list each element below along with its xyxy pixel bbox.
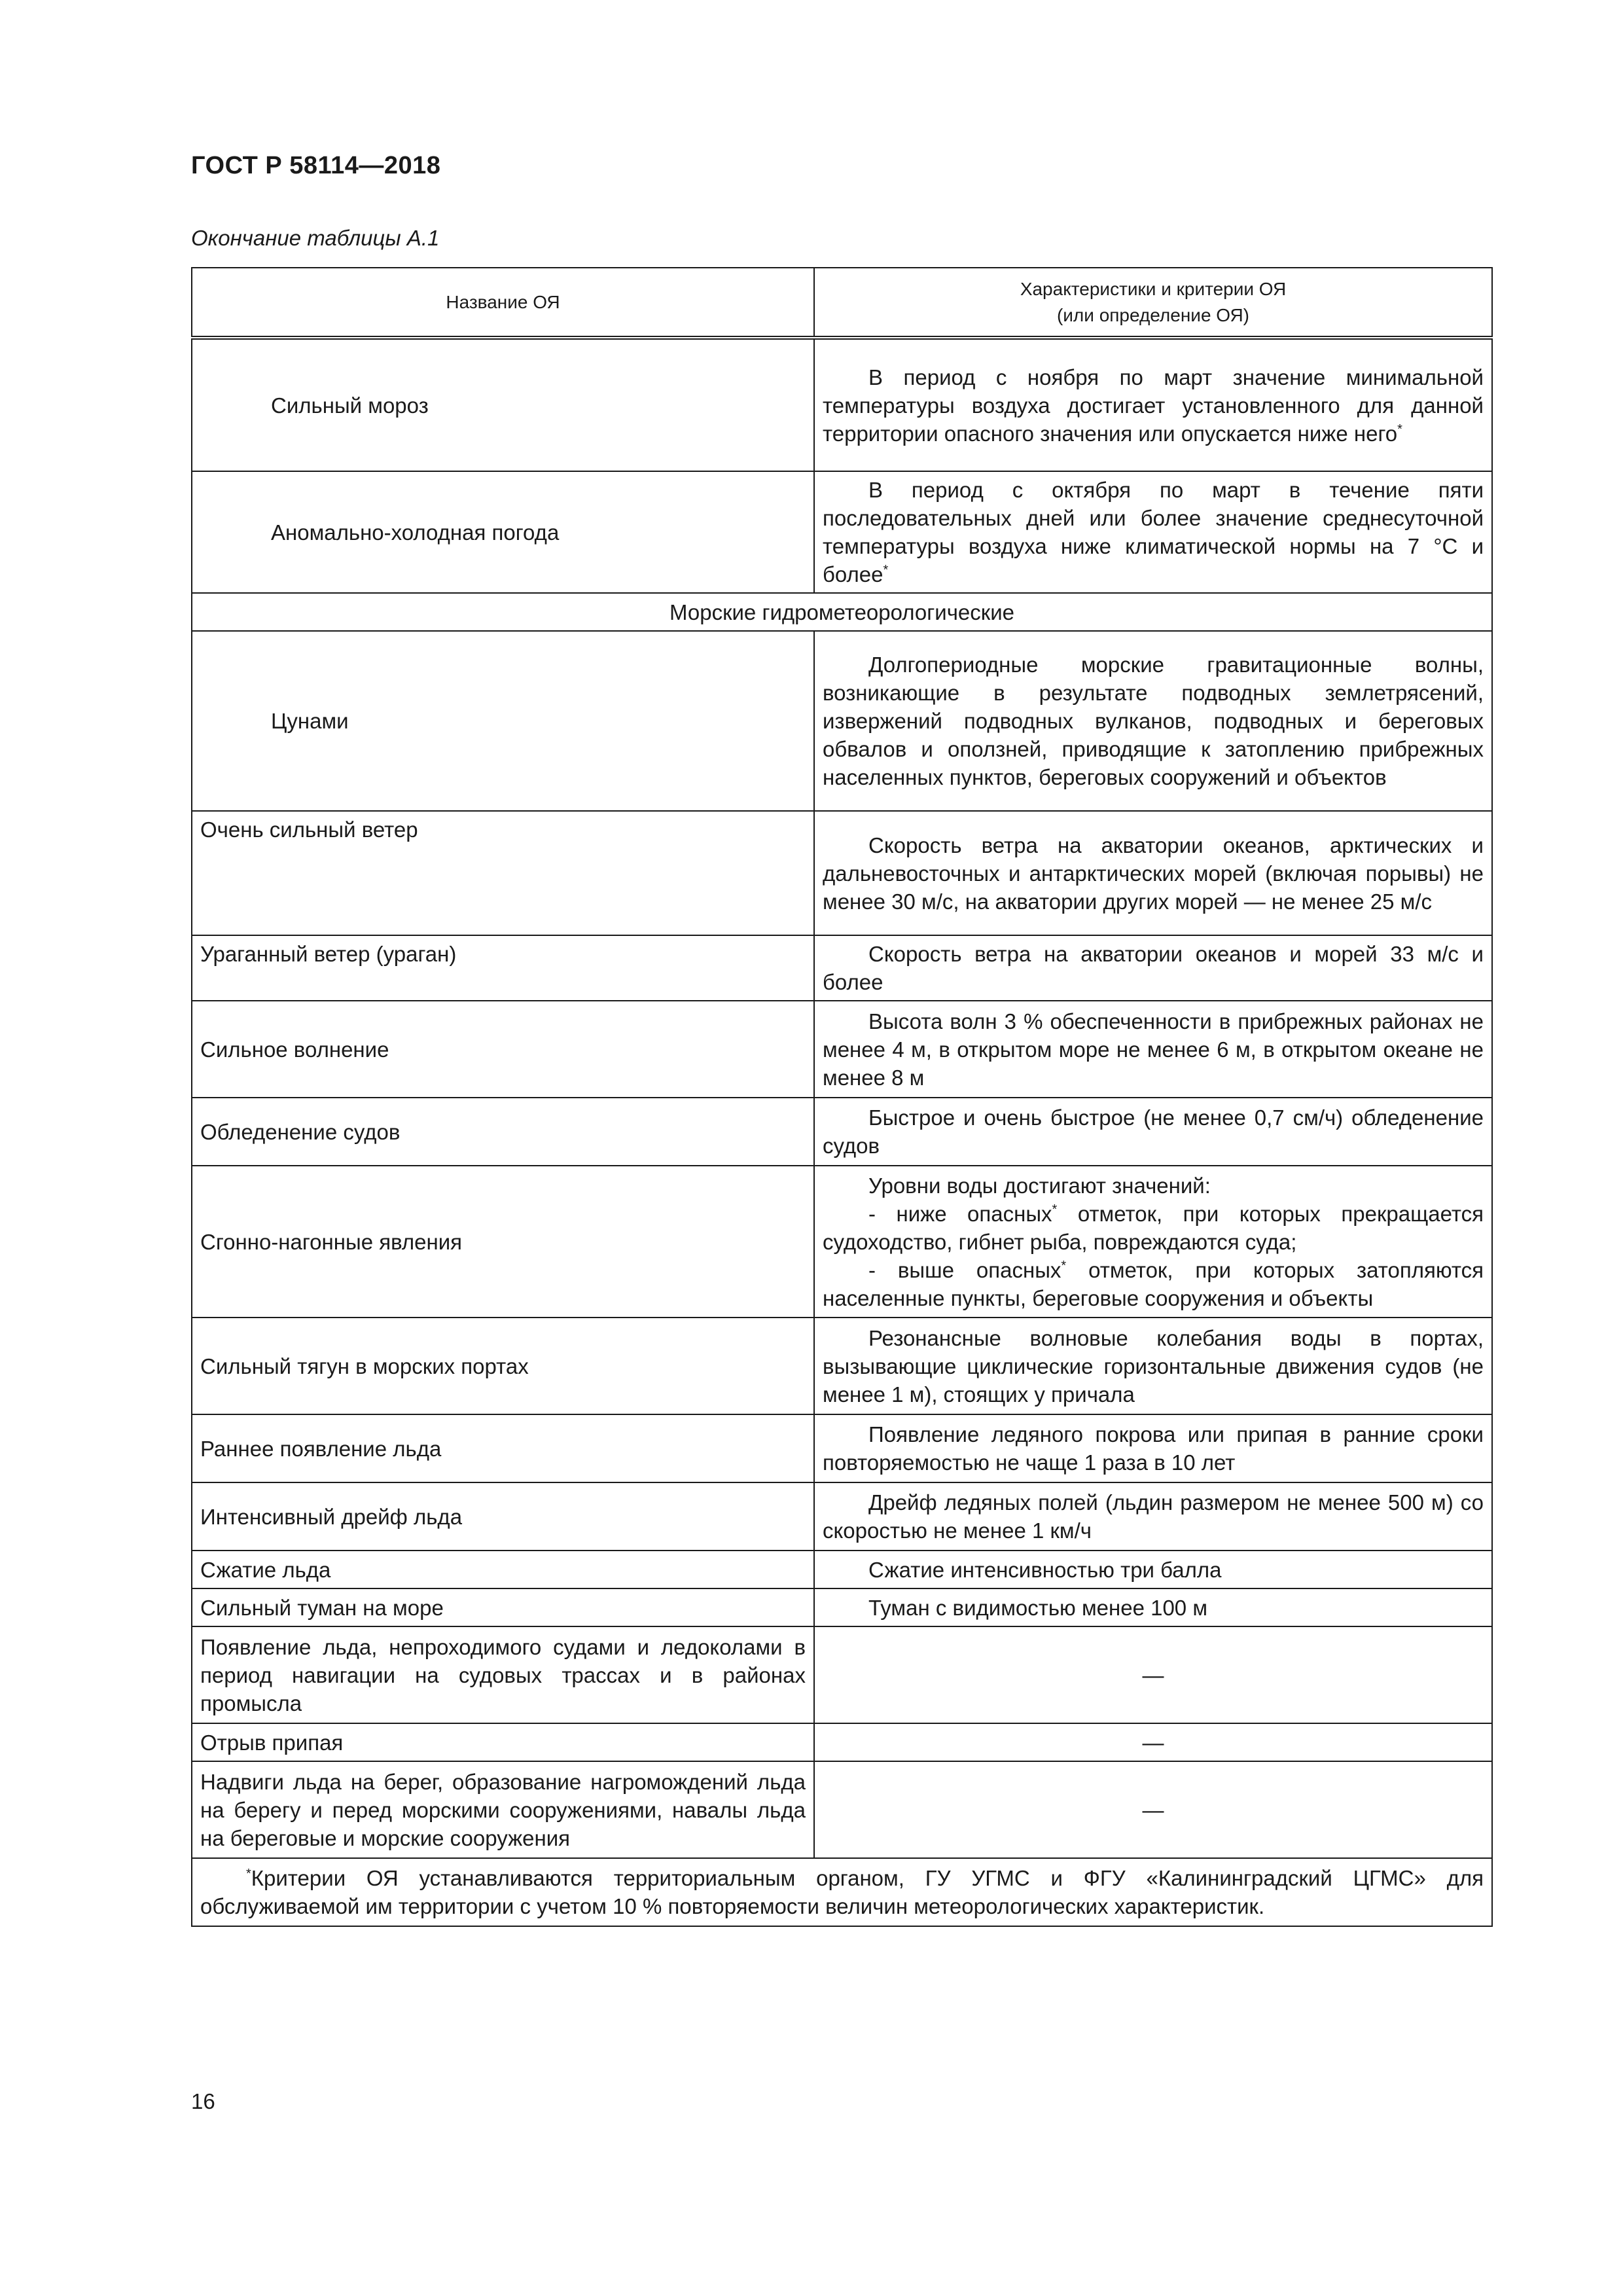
row-name: Аномально-холодная погода: [192, 471, 814, 593]
row-desc-text: Скорость ветра на акватории океанов, арктических и дальневосточных и антарктических морей (включая порывы) не менее 30 м/с, на акватории других морей — не менее 25 м/с: [823, 833, 1484, 914]
table-row: [192, 1626, 1492, 1723]
table-row: [192, 1482, 1492, 1551]
row-desc: —: [814, 1626, 1492, 1723]
page-number: 16: [191, 2089, 215, 2113]
row-desc: —: [814, 1723, 1492, 1761]
row-name: Сильный туман на море: [192, 1588, 814, 1626]
hazard-table: [191, 267, 1493, 1927]
surge-line-2-b: отметок, при которых прекращается судоходство, гибнет рыба, повреждаются суда;: [823, 1201, 1484, 1254]
footnote-mark: *: [246, 1867, 251, 1881]
row-desc-text: В период с ноября по март значение минимальной температуры воздуха достигает установленного для данной территории опасного значения или опускается ниже него: [823, 365, 1484, 446]
row-desc-text: Резонансные волновые колебания воды в портах, вызывающие циклические горизонтальные движения судов (не менее 1 м), стоящих у причала: [823, 1325, 1484, 1407]
table-row: [192, 1551, 1492, 1588]
row-desc: [814, 811, 1492, 935]
surge-line-3-a: - выше опасных: [868, 1257, 1061, 1282]
standard-title: ГОСТ Р 58114—2018: [191, 152, 441, 179]
row-name: Очень сильный ветер: [192, 811, 814, 935]
row-desc-text: Быстрое и очень быстрое (не менее 0,7 см/ч) обледенение судов: [823, 1105, 1484, 1158]
footnote-mark: *: [1052, 1202, 1058, 1217]
table-row: [192, 338, 1492, 471]
row-name: Надвиги льда на берег, образование нагромождений льда на берегу и перед морскими сооружениями, навалы льда на береговые и морские сооружения: [192, 1761, 814, 1858]
table-row: [192, 1761, 1492, 1858]
row-desc-text: Дрейф ледяных полей (льдин размером не менее 500 м) со скоростью не менее 1 км/ч: [823, 1490, 1484, 1543]
row-name: Появление льда, непроходимого судами и ледоколами в период навигации на судовых трассах и в районах промысла: [192, 1626, 814, 1723]
row-desc: [814, 1588, 1492, 1626]
table-row: [192, 1098, 1492, 1166]
row-desc: [814, 1318, 1492, 1414]
row-desc-text: Высота волн 3 % обеспеченности в прибрежных районах не менее 4 м, в открытом море не менее 6 м, в открытом океане не менее 8 м: [823, 1009, 1484, 1090]
surge-line-3: [823, 1256, 1484, 1312]
row-name: Раннее появление льда: [192, 1414, 814, 1482]
row-desc: [814, 1482, 1492, 1551]
table-row: [192, 1588, 1492, 1626]
row-desc: [814, 935, 1492, 1001]
footnote-row: [192, 1858, 1492, 1926]
row-desc-text: Туман с видимостью менее 100 м: [868, 1595, 1208, 1620]
footnote-mark: *: [1061, 1258, 1067, 1273]
table-row: [192, 631, 1492, 811]
row-name: Сильный мороз: [192, 338, 814, 471]
row-desc: [814, 1551, 1492, 1588]
row-desc: [814, 1414, 1492, 1482]
col-header-criteria: [814, 268, 1492, 338]
footnote: [192, 1858, 1492, 1926]
row-desc-text: Сжатие интенсивностью три балла: [868, 1557, 1222, 1582]
row-name: Цунами: [192, 631, 814, 811]
footnote-mark: *: [883, 563, 889, 577]
row-desc: [814, 1098, 1492, 1166]
row-desc: [814, 1166, 1492, 1318]
table-row: [192, 1723, 1492, 1761]
surge-line-1: Уровни воды достигают значений:: [868, 1173, 1211, 1198]
row-name: Ураганный ветер (ураган): [192, 935, 814, 1001]
row-name: Интенсивный дрейф льда: [192, 1482, 814, 1551]
table-row: [192, 1166, 1492, 1318]
surge-line-2-a: - ниже опасных: [868, 1201, 1052, 1226]
section-title: Морские гидрометеорологические: [192, 593, 1492, 631]
row-desc-text: Скорость ветра на акватории океанов и морей 33 м/с и более: [823, 942, 1484, 994]
row-desc: [814, 471, 1492, 593]
row-desc-text: Долгопериодные морские гравитационные волны, возникающие в результате подводных землетрясений, извержений подводных вулканов, подводных и береговых обвалов и оползней, приводящие к затоплению прибрежных населенных пунктов, береговых сооружений и объектов: [823, 653, 1484, 789]
row-desc: [814, 1001, 1492, 1098]
col-header-name: Название ОЯ: [192, 268, 814, 338]
row-desc: —: [814, 1761, 1492, 1858]
footnote-text: Критерии ОЯ устанавливаются территориальным органом, ГУ УГМС и ФГУ «Калининградский ЦГМС» для обслуживаемой им территории с учетом 10 % повторяемости величин метеорологических характеристик.: [200, 1866, 1484, 1918]
row-desc-text: Появление ледяного покрова или припая в ранние сроки повторяемостью не чаще 1 раза в 10 лет: [823, 1422, 1484, 1475]
row-desc: [814, 631, 1492, 811]
col-header-criteria-line2: (или определение ОЯ): [1056, 304, 1250, 325]
table-row: [192, 1414, 1492, 1482]
table-row: [192, 935, 1492, 1001]
surge-line-2: [823, 1200, 1484, 1256]
table-header-row: [192, 268, 1492, 338]
surge-line-3-b: отметок, при которых затопляются населенные пункты, береговые сооружения и объекты: [823, 1257, 1484, 1310]
row-name: Сжатие льда: [192, 1551, 814, 1588]
table-row: [192, 1318, 1492, 1414]
row-desc-text: В период с октября по март в течение пяти последовательных дней или более значение среднесуточной температуры воздуха ниже климатической нормы на 7 °С и более: [823, 478, 1484, 586]
row-name: Сильный тягун в морских портах: [192, 1318, 814, 1414]
footnote-mark: *: [1397, 422, 1402, 437]
row-name: Отрыв припая: [192, 1723, 814, 1761]
table-caption: Окончание таблицы А.1: [191, 226, 440, 250]
row-desc: [814, 338, 1492, 471]
table-row: [192, 1001, 1492, 1098]
row-name: Сгонно-нагонные явления: [192, 1166, 814, 1318]
col-header-criteria-line1: Характеристики и критерии ОЯ: [1020, 278, 1287, 299]
section-row: [192, 593, 1492, 631]
table-row: [192, 811, 1492, 935]
row-name: Сильное волнение: [192, 1001, 814, 1098]
row-name: Обледенение судов: [192, 1098, 814, 1166]
table-row: [192, 471, 1492, 593]
